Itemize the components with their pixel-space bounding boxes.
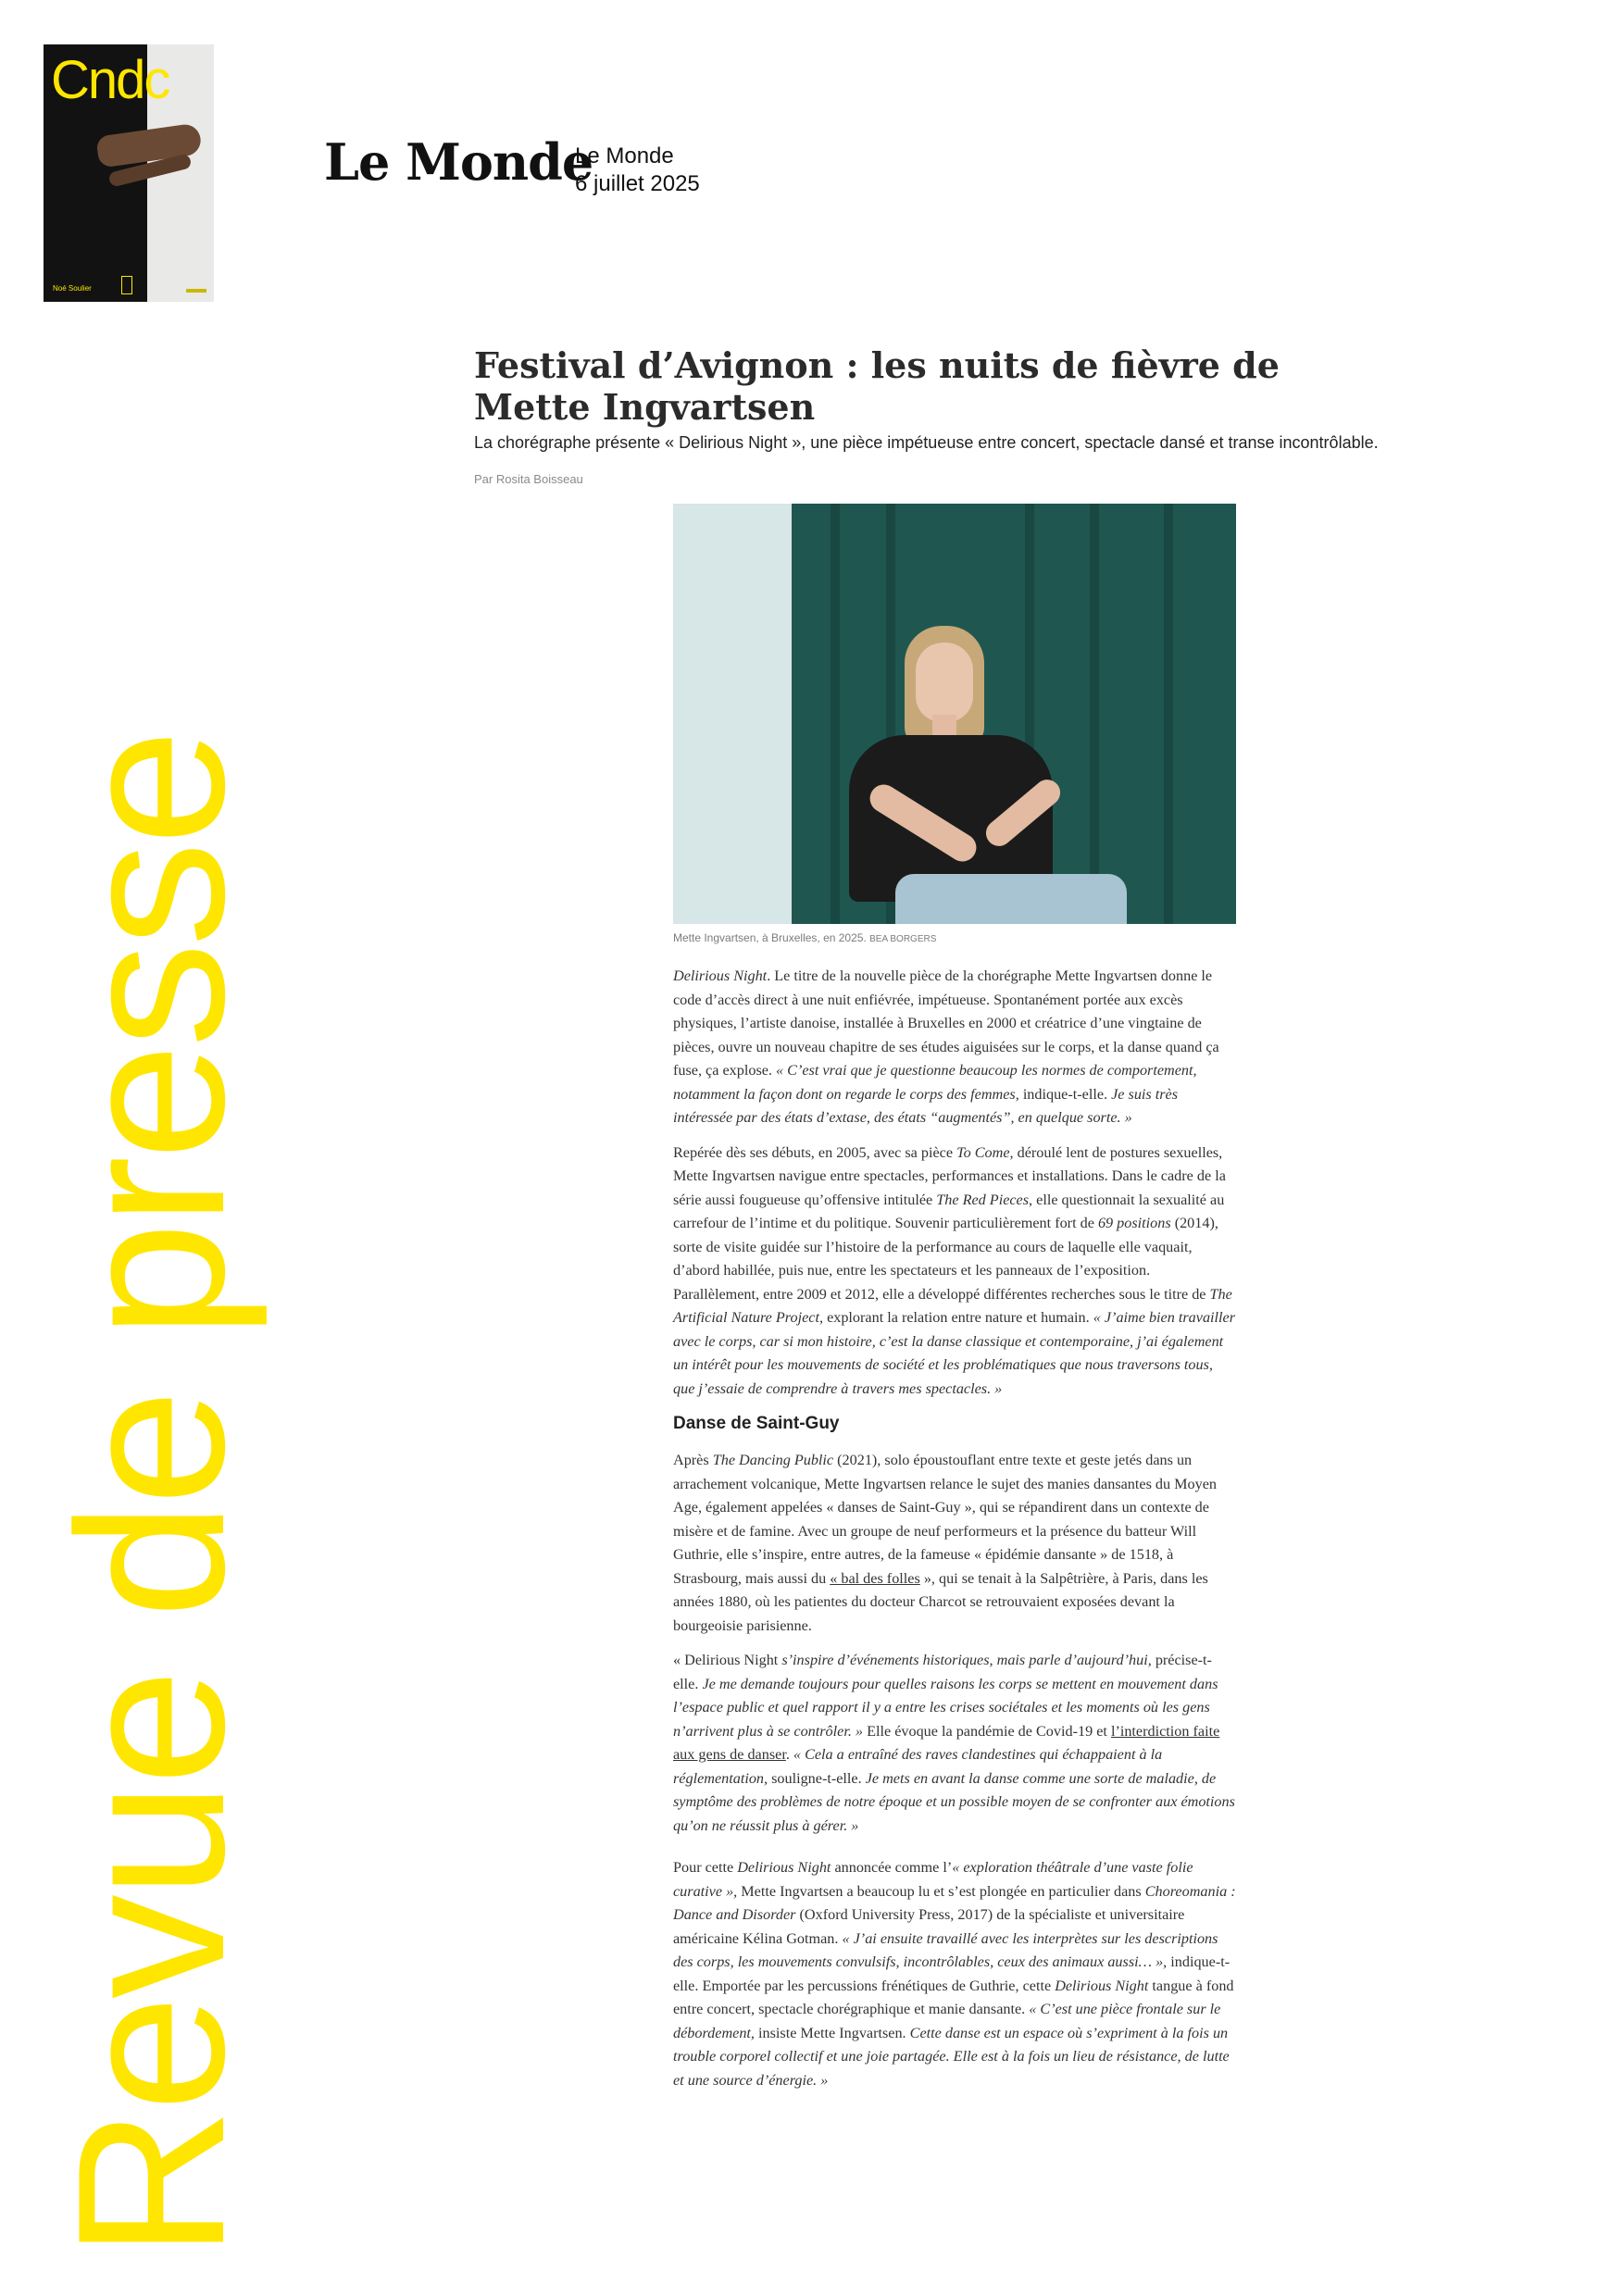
- italic-text: Delirious Night: [737, 1859, 831, 1876]
- article-photo: [673, 504, 1236, 924]
- text-run: Pour cette: [673, 1859, 738, 1876]
- publication-name: Le Monde: [575, 144, 674, 168]
- paragraph: [673, 965, 1236, 1130]
- paragraph: [673, 1142, 1236, 1402]
- curtain-fold: [831, 504, 840, 924]
- text-run: explorant la relation entre nature et humain.: [823, 1309, 1093, 1326]
- text-run: , elle questionnait la sexualité au carrefour de l’intime et du politique. Souvenir particulièrement fort de: [673, 1191, 1225, 1231]
- italic-text: « C’est une pièce frontale sur le débordement,: [673, 2001, 1221, 2041]
- italic-text: s’inspire d’événements historiques, mais parle d’aujourd’hui,: [781, 1652, 1152, 1668]
- text-run: tangue à fond entre concert, spectacle chorégraphique et manie dansante.: [673, 1977, 1234, 2017]
- text-run: insiste Mette Ingvartsen.: [754, 2024, 910, 2041]
- text-run: (2021), solo époustouflant entre texte et geste jetés dans un arrachement volcanique, Mette Ingvartsen relance le sujet des manies dansantes du Moyen Age, également appelées « danses de Saint-Guy », qui se répandirent dans un contexte de misère et de famine. Avec un groupe de neuf performeurs et la présence du batteur Will Guthrie, elle s’inspire, entre autres, de la fameuse « épidémie dansante » de 1518, à Strasbourg, mais aussi du: [673, 1452, 1218, 1587]
- italic-text: Delirious Night: [1055, 1977, 1149, 1994]
- le-monde-logo: Le Monde: [324, 132, 593, 192]
- italic-text: The Artificial Nature Project,: [673, 1285, 1232, 1326]
- italic-text: Delirious Night: [673, 967, 768, 984]
- inline-link[interactable]: l’interdiction faite aux gens de danser: [673, 1722, 1220, 1763]
- revue-de-presse-label: Revue de presse: [33, 732, 268, 2259]
- text-run: . Le titre de la nouvelle pièce de la chorégraphe Mette Ingvartsen donne le code d’accès direct à une nuit enfiévrée, impétueuse. Spontanément portée aux excès physiques, l’artiste danoise, installée à Bruxelles en 2000 et créatrice d’une vingtaine de pièces, ouvre un nouveau chapitre de ses études aiguisées sur le corps, et la danse quand ça fuse, ça explose.: [673, 967, 1219, 1079]
- inline-link[interactable]: « bal des folles: [830, 1569, 920, 1587]
- text-run: indique-t-elle. Emportée par les percussions frénétiques de Guthrie, cette: [673, 1953, 1230, 1994]
- photo-wall: [673, 504, 792, 924]
- cover-thumbnail: [44, 44, 214, 302]
- italic-text: « J’ai ensuite travaillé avec les interprètes sur les descriptions des corps, les mouvements convulsifs, incontrôlables, ceux des animaux aussi… »,: [673, 1929, 1218, 1970]
- italic-text: Je mets en avant la danse comme une sorte de maladie, de symptôme des problèmes de notre époque et un possible moyen de se confronter aux émotions qu’on ne réussit plus à gérer. »: [673, 1769, 1235, 1834]
- italic-text: To Come,: [956, 1143, 1014, 1161]
- text-run: souligne-t-elle.: [768, 1769, 866, 1787]
- article-subtitle: La chorégraphe présente « Delirious Night », une pièce impétueuse entre concert, spectacle dansé et transe incontrôlable.: [474, 433, 1379, 452]
- text-run: », qui se tenait à la Salpêtrière, à Paris, dans les années 1880, où les patientes du docteur Charcot se retrouvaient exposées devant la bourgeoisie parisienne.: [673, 1569, 1208, 1634]
- photo-subject-jeans: [895, 874, 1127, 924]
- italic-text: Cette danse est un espace où s’expriment à la fois un trouble corporel collectif et une joie partagée. Elle est à la fois un lieu de résistance, de lutte et une source d’énergie. »: [673, 2024, 1230, 2089]
- italic-text: « exploration théâtrale d’une vaste folie curative »,: [673, 1859, 1193, 1900]
- italic-text: The Red Pieces: [936, 1191, 1030, 1208]
- curtain-fold: [1090, 504, 1099, 924]
- italic-text: Choreomania : Dance and Disorder: [673, 1882, 1236, 1923]
- curtain-fold: [1164, 504, 1173, 924]
- cover-small-mark: [186, 289, 206, 293]
- text-run: Repérée dès ses débuts, en 2005, avec sa pièce: [673, 1143, 957, 1161]
- text-run: (2014), sorte de visite guidée sur l’histoire de la performance au cours de laquelle elle vaquait, d’abord habillée, puis nue, entre les spectateurs et les panneaux de l’exposition. Parallèlement, entre 2009 et 2012, elle a développé différentes recherches sous le titre de: [673, 1215, 1218, 1303]
- italic-text: Je me demande toujours pour quelles raisons les corps se mettent en mouvement dans l’espace public et quel rapport il y a entre les crises sociétales et les moments où les gens n’arrivent plus à se contrôler. »: [673, 1675, 1218, 1740]
- cover-author: Noé Soulier: [53, 284, 92, 293]
- text-run: précise-t-elle.: [673, 1652, 1212, 1692]
- italic-text: « C’est vrai que je questionne beaucoup les normes de comportement, notamment la façon dont on regarde le corps des femmes,: [673, 1062, 1197, 1103]
- italic-text: The Dancing Public: [712, 1452, 834, 1468]
- text-run: annoncée comme l’: [831, 1859, 953, 1876]
- article-byline: Par Rosita Boisseau: [474, 472, 583, 486]
- italic-text: Je suis très intéressée par des états d’extase, des états “augmentés”, en quelque sorte. »: [673, 1085, 1179, 1126]
- photo-subject-face: [916, 643, 973, 722]
- text-run: « Delirious Night: [673, 1652, 782, 1668]
- publication-date: 6 juillet 2025: [575, 171, 700, 196]
- photo-credit: BEA BORGERS: [869, 934, 937, 944]
- paragraph: [673, 1649, 1236, 1838]
- section-heading: Danse de Saint-Guy: [673, 1414, 840, 1433]
- text-run: Mette Ingvartsen a beaucoup lu et s’est plongée en particulier dans: [737, 1882, 1145, 1900]
- paragraph: [673, 1856, 1236, 2092]
- text-run: .: [785, 1746, 793, 1763]
- photo-caption: [673, 931, 936, 944]
- text-run: déroulé lent de postures sexuelles, Mette Ingvartsen navigue entre spectacles, performances et installations. Dans le cadre de la série aussi fougueuse qu’offensive intitulée: [673, 1143, 1226, 1208]
- article-body: [673, 965, 1236, 2103]
- cover-logo-mark: [121, 276, 132, 294]
- cover-title: Cndc: [51, 50, 169, 110]
- italic-text: 69 positions: [1097, 1215, 1171, 1231]
- italic-text: « Cela a entraîné des raves clandestines qui échappaient à la réglementation,: [673, 1746, 1163, 1787]
- text-run: Après: [673, 1452, 713, 1468]
- paragraph: [673, 1449, 1236, 1638]
- article-title: Festival d’Avignon : les nuits de fièvre de Mette Ingvartsen: [474, 344, 1280, 428]
- italic-text: « J’aime bien travailler avec le corps, car si mon histoire, c’est la danse classique et contemporaine, j’ai également un intérêt pour les mouvements de société et les problématiques que nous traversons tous, que j’essaie de comprendre à travers mes spectacles. »: [673, 1309, 1236, 1397]
- text-run: Elle évoque la pandémie de Covid-19 et: [863, 1722, 1111, 1740]
- caption-text: Mette Ingvartsen, à Bruxelles, en 2025.: [673, 931, 867, 944]
- text-run: (Oxford University Press, 2017) de la spécialiste et universitaire américaine Kélina Gotman.: [673, 1906, 1185, 1947]
- text-run: indique-t-elle.: [1018, 1085, 1112, 1103]
